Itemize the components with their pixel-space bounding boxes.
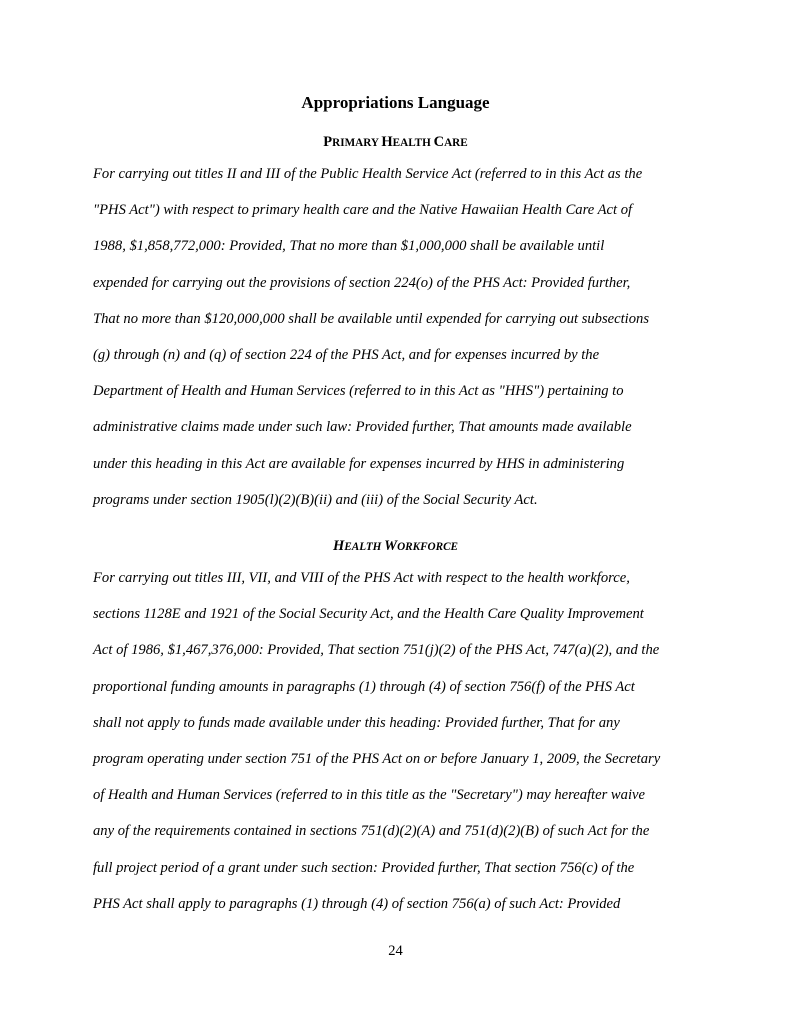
text-line: proportional funding amounts in paragraphs (1) through (4) of section 756(f) of the PHS Act: [93, 678, 635, 695]
text-line: "PHS Act") with respect to primary health care and the Native Hawaiian Health Care Act of: [93, 202, 633, 219]
text-line: That no more than $120,000,000 shall be available until expended for carrying out subsections: [93, 310, 649, 327]
section-heading-health-workforce: [0, 537, 791, 556]
text-line: any of the requirements contained in sections 751(d)(2)(A) and 751(d)(2)(B) of such Act for the: [93, 823, 650, 840]
text-line: Department of Health and Human Services (referred to in this Act as "HHS") pertaining to: [93, 383, 624, 400]
text-line: shall not apply to funds made available under this heading: Provided further, That for any: [93, 714, 620, 731]
text-line: 1988, $1,858,772,000: Provided, That no more than $1,000,000 shall be available until: [93, 238, 605, 255]
heading-letter: W: [384, 538, 398, 554]
text-line: under this heading in this Act are available for expenses incurred by HHS in administering: [93, 455, 625, 472]
paragraph-health-workforce: [93, 568, 660, 930]
heading-letter: P: [323, 134, 333, 150]
text-line: For carrying out titles III, VII, and VIII of the PHS Act with respect to the health workforce,: [93, 570, 630, 586]
page-title: Appropriations Language: [301, 93, 490, 112]
section-heading-primary-health-care: [0, 133, 791, 152]
text-line: (g) through (n) and (q) of section 224 of the PHS Act, and for expenses incurred by the: [93, 346, 600, 363]
heading-smallcaps: ARE: [444, 137, 468, 149]
paragraph-primary-health-care: [93, 164, 649, 526]
heading-smallcaps: ORKFORCE: [397, 541, 458, 553]
text-line: sections 1128E and 1921 of the Social Security Act, and the Health Care Quality Improvement: [93, 606, 644, 623]
heading-smallcaps: RIMARY: [332, 137, 382, 149]
text-line: program operating under section 751 of the PHS Act on or before January 1, 2009, the Secretary: [93, 750, 661, 767]
text-line: programs under section 1905(l)(2)(B)(ii) and (iii) of the Social Security Act.: [93, 491, 538, 508]
text-line: Act of 1986, $1,467,376,000: Provided, That section 751(j)(2) of the PHS Act, 747(a)(2), and the: [93, 642, 660, 659]
text-line: of Health and Human Services (referred to in this title as the "Secretary") may hereafter waive: [93, 787, 645, 804]
text-line: administrative claims made under such law: Provided further, That amounts made available: [93, 419, 632, 436]
heading-letter: H: [332, 538, 345, 554]
page-number: 24: [388, 943, 403, 959]
text-line: expended for carrying out the provisions of section 224(o) of the PHS Act: Provided further,: [93, 274, 631, 291]
text-line: PHS Act shall apply to paragraphs (1) through (4) of section 756(a) of such Act: Provided: [93, 895, 621, 912]
heading-smallcaps: EALTH: [392, 137, 434, 149]
text-line: For carrying out titles II and III of the Public Health Service Act (referred to in this Act as the: [93, 166, 643, 182]
heading-smallcaps: EALTH: [344, 541, 385, 553]
heading-letter: H: [381, 134, 393, 150]
heading-letter: C: [433, 134, 445, 150]
text-line: full project period of a grant under such section: Provided further, That section 756(c) of the: [93, 859, 635, 876]
